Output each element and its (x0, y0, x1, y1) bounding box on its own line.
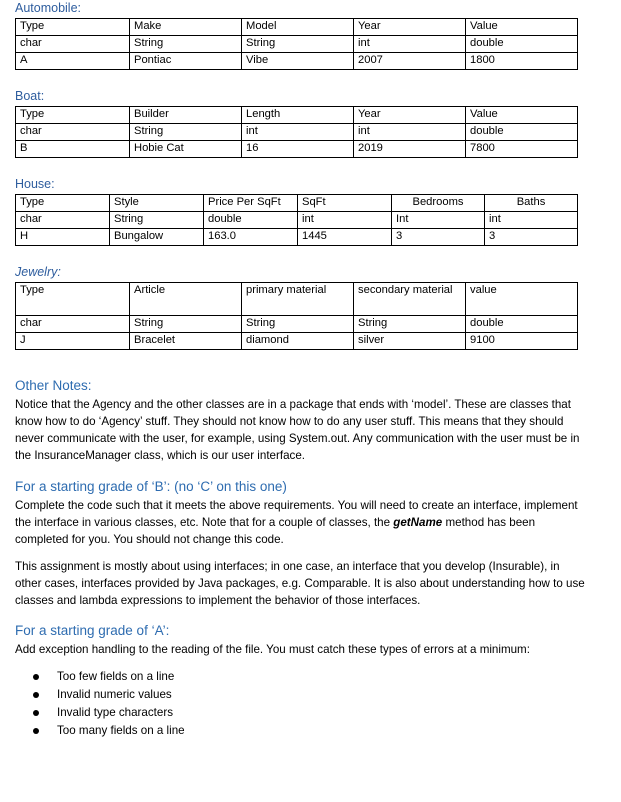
table-cell: B (16, 141, 130, 158)
table-cell: int (242, 124, 354, 141)
table-cell: 3 (485, 229, 578, 246)
table-cell: Type (16, 107, 130, 124)
table-cell: Type (16, 195, 110, 212)
table-cell: Price Per SqFt (204, 195, 298, 212)
table-cell: secondary material (354, 283, 466, 316)
list-item-text: Too many fields on a line (57, 724, 185, 737)
table-cell: Vibe (242, 53, 354, 70)
table-cell: A (16, 53, 130, 70)
table-cell: Type (16, 19, 130, 36)
table-cell: Bungalow (110, 229, 204, 246)
table-cell: 2007 (354, 53, 466, 70)
table-cell: Length (242, 107, 354, 124)
house-table (15, 194, 578, 246)
list-item-text: Invalid numeric values (57, 688, 172, 701)
table-cell: Bracelet (130, 333, 242, 350)
table-cell: H (16, 229, 110, 246)
table-cell: Style (110, 195, 204, 212)
table-cell: 7800 (466, 141, 578, 158)
table-cell: Type (16, 283, 130, 316)
table-cell: primary material (242, 283, 354, 316)
grade-a-heading: For a starting grade of ‘A’: (15, 623, 170, 638)
table-cell: value (466, 283, 578, 316)
table-cell: J (16, 333, 130, 350)
table-cell: Year (354, 107, 466, 124)
table-row (16, 195, 578, 212)
bullet-icon (33, 728, 39, 734)
automobile-table (15, 18, 578, 70)
table-cell: Hobie Cat (130, 141, 242, 158)
table-cell: Builder (130, 107, 242, 124)
table-cell: char (16, 316, 130, 333)
table-cell: double (466, 316, 578, 333)
table-row (16, 283, 578, 316)
list-item-text: Too few fields on a line (57, 670, 175, 683)
table-row (16, 316, 578, 333)
table-row (16, 53, 578, 70)
grade-b-paragraph-1 (15, 497, 585, 548)
list-item (33, 704, 185, 722)
table-row (16, 333, 578, 350)
table-cell: Int (392, 212, 485, 229)
table-cell: String (354, 316, 466, 333)
table-cell: 9100 (466, 333, 578, 350)
table-row (16, 124, 578, 141)
table-cell: Model (242, 19, 354, 36)
table-cell: int (354, 124, 466, 141)
boat-label: Boat: (15, 89, 45, 103)
jewelry-table (15, 282, 578, 350)
table-cell: Pontiac (130, 53, 242, 70)
table-cell: String (130, 316, 242, 333)
table-cell: int (298, 212, 392, 229)
table-cell: int (485, 212, 578, 229)
list-item (33, 668, 185, 686)
other-notes-paragraph: Notice that the Agency and the other classes are in a package that ends with ‘model’. These are classes that know how to do ‘Agency’ stuff. They should not know how to do any user stuff. This means that they should never communicate with the user, for example, using System.out. Any communication with the user must be in the InsuranceManager class, which is our user interface. (15, 398, 580, 462)
boat-table (15, 106, 578, 158)
table-cell: SqFt (298, 195, 392, 212)
table-row (16, 19, 578, 36)
table-cell: char (16, 36, 130, 53)
grade-b-paragraph-1-text-b: method has been completed for you. You should not change this code. (15, 516, 536, 546)
grade-a-paragraph: Add exception handling to the reading of the file. You must catch these types of errors at a minimum: (15, 643, 530, 656)
list-item-text: Invalid type characters (57, 706, 173, 719)
table-cell: Article (130, 283, 242, 316)
table-cell: char (16, 124, 130, 141)
house-label: House: (15, 177, 55, 191)
table-cell: silver (354, 333, 466, 350)
table-cell: 2019 (354, 141, 466, 158)
list-item (33, 722, 185, 740)
get-name-method: getName (393, 516, 443, 529)
table-cell: char (16, 212, 110, 229)
bullet-icon (33, 674, 39, 680)
table-cell: String (110, 212, 204, 229)
table-cell: Value (466, 107, 578, 124)
table-cell: Make (130, 19, 242, 36)
table-cell: String (130, 36, 242, 53)
table-cell: diamond (242, 333, 354, 350)
other-notes-heading: Other Notes: (15, 378, 92, 393)
table-row (16, 229, 578, 246)
table-cell: Value (466, 19, 578, 36)
list-item (33, 686, 185, 704)
table-cell: 1800 (466, 53, 578, 70)
table-cell: Bedrooms (392, 195, 485, 212)
table-cell: String (130, 124, 242, 141)
bullet-icon (33, 692, 39, 698)
table-cell: 163.0 (204, 229, 298, 246)
table-row (16, 212, 578, 229)
error-types-list (33, 668, 185, 740)
automobile-label: Automobile: (15, 1, 82, 15)
table-cell: double (466, 36, 578, 53)
table-cell: 16 (242, 141, 354, 158)
table-row (16, 36, 578, 53)
grade-b-heading: For a starting grade of ‘B’: (no ‘C’ on this one) (15, 479, 287, 494)
table-cell: String (242, 36, 354, 53)
table-cell: Baths (485, 195, 578, 212)
table-cell: 1445 (298, 229, 392, 246)
table-cell: double (466, 124, 578, 141)
table-cell: int (354, 36, 466, 53)
table-row (16, 107, 578, 124)
grade-b-paragraph-1-text-a: Complete the code such that it meets the above requirements. You will need to create an interface, implement the interface in various classes, etc. Note that for a couple of classes, the (15, 499, 578, 529)
table-row (16, 141, 578, 158)
bullet-icon (33, 710, 39, 716)
table-cell: double (204, 212, 298, 229)
table-cell: 3 (392, 229, 485, 246)
grade-b-paragraph-2: This assignment is mostly about using interfaces; in one case, an interface that you develop (Insurable), in other cases, interfaces provided by Java packages, e.g. Comparable. It is also about understanding how to use classes and lambda expressions to implement the behavior of those interfaces. (15, 560, 585, 607)
table-cell: Year (354, 19, 466, 36)
jewelry-label: Jewelry: (15, 265, 61, 279)
table-cell: String (242, 316, 354, 333)
